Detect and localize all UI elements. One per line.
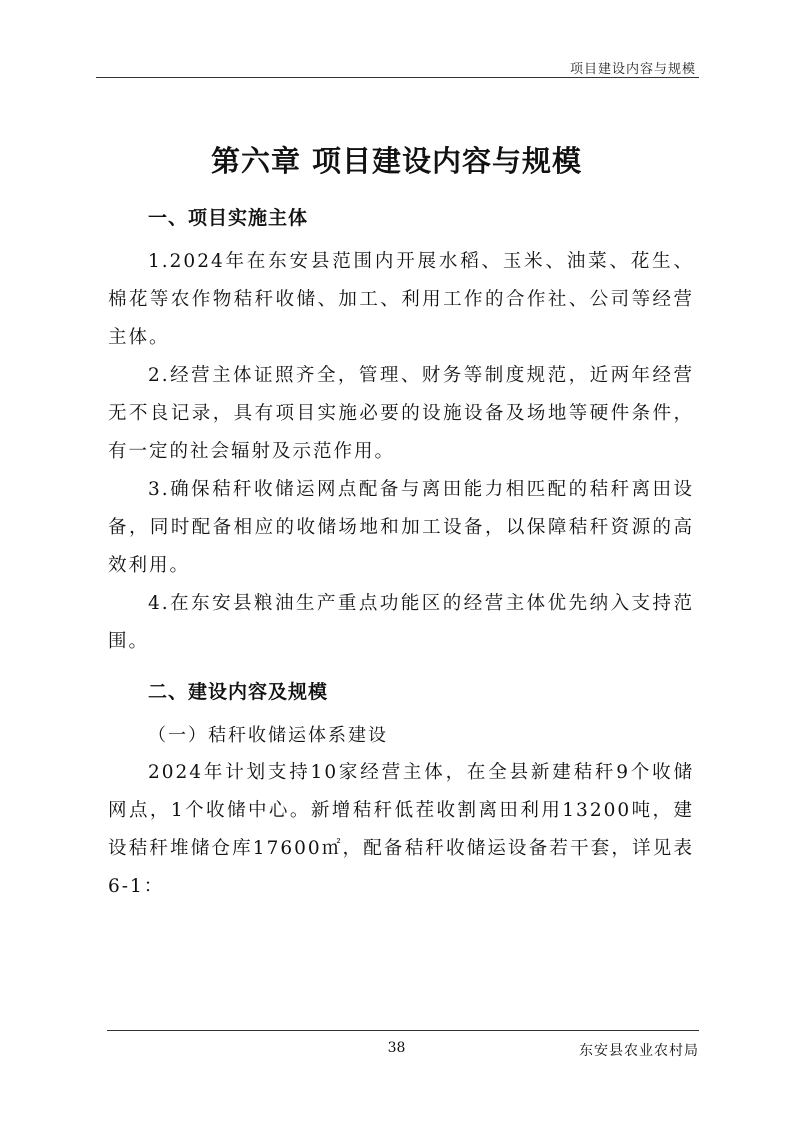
header-divider [96,77,699,78]
running-header: 项目建设内容与规模 [569,62,696,77]
paragraph-straw-storage-plan: 2024年计划支持10家经营主体，在全县新建秸秆9个收储网点，1个收储中心。新增秸秆低茬收割离田利用13200吨，建设秸秆堆储仓库17600㎡，配备秸秆收储运设备若干套，详见表6-1： [108,762,694,897]
chapter-title: 第六章 项目建设内容与规模 [210,144,583,178]
paragraph-eligibility-2: 2.经营主体证照齐全，管理、财务等制度规范，近两年经营无不良记录，具有项目实施必要的设施设备及场地等硬件条件，有一定的社会辐射及示范作用。 [108,365,694,462]
footer-divider [107,1030,699,1031]
paragraph-eligibility-4: 4.在东安县粮油生产重点功能区的经营主体优先纳入支持范围。 [108,593,694,652]
paragraph-eligibility-1: 1.2024年在东安县范围内开展水稻、玉米、油菜、花生、棉花等农作物秸秆收储、加工、利用工作的合作社、公司等经营主体。 [108,251,694,348]
paragraph-eligibility-3: 3.确保秸秆收储运网点配备与离田能力相匹配的秸秆离田设备，同时配备相应的收储场地和加工设备，以保障秸秆资源的高效利用。 [108,479,694,576]
footer-organization: 东安县农业农村局 [579,1043,699,1059]
subsection-heading-straw-storage: （一）秸秆收储运体系建设 [148,725,388,746]
section-heading-implementation-entity: 一、项目实施主体 [148,207,309,229]
page-number: 38 [387,1040,406,1056]
section-heading-construction-content: 二、建设内容及规模 [148,681,329,703]
